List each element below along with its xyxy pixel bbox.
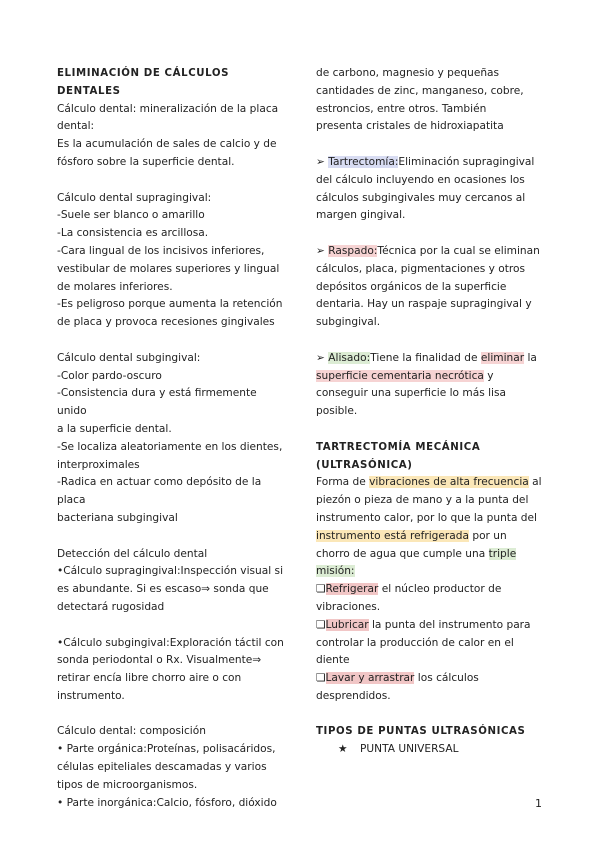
mec-line-2: piezón o pieza de mano y a la punta del: [316, 494, 529, 507]
alis-line: [316, 350, 542, 368]
supra-line-1: -La consistencia es arcillosa.: [57, 227, 209, 240]
det-title: Detección del cálculo dental: [57, 547, 208, 560]
det2-line-2: retirar encía libre chorro aire o con: [57, 672, 242, 685]
arrow-icon: ➢: [316, 244, 325, 257]
page-number: 1: [535, 797, 542, 810]
section-title-eliminacion-2: DENTALES: [57, 85, 121, 97]
supra-line-2: -Cara lingual de los incisivos inferiores,: [57, 244, 265, 257]
mec1-hl: vibraciones de alta frecuencia: [369, 476, 529, 489]
sub-line-5: -Radica en actuar como depósito de la placa: [57, 476, 262, 507]
cont-line-3: presenta cristales de hidroxiapatita: [316, 120, 504, 133]
alisado-end-2: y: [483, 369, 494, 382]
det2-line-3: instrumento.: [57, 689, 125, 702]
mec-line-1: [316, 474, 542, 492]
mec-line-4: [316, 528, 542, 546]
alisado-hl: eliminar: [480, 351, 525, 364]
section-title-mecanica: TARTRECTOMÍA MECÁNICA: [316, 441, 481, 453]
comp-title: Cálculo dental: composición: [57, 725, 206, 738]
arrow-icon: ➢: [316, 155, 325, 168]
det2-line-0: •Cálculo subgingival:Exploración táctil con: [57, 636, 284, 649]
supra-line-4: de molares inferiores.: [57, 280, 173, 293]
tart-line-1: cálculos subgingivales muy cercanos al: [316, 191, 526, 204]
tart-line-2: margen gingival.: [316, 209, 406, 222]
mec-line-3: instrumento calor, por lo que la punta del: [316, 511, 537, 524]
m1-hl: Refrigerar: [325, 583, 379, 596]
sub-title: Cálculo dental subgingival:: [57, 351, 201, 364]
mec-line-5: [316, 546, 542, 564]
alisado-hl-2: superficie cementaria necrótica: [316, 369, 484, 382]
p1-line-2: Es la acumulación de sales de calcio y de: [57, 138, 277, 151]
right-column: [316, 65, 542, 759]
supra-title: Cálculo dental supragingival:: [57, 191, 212, 204]
mec5-a: chorro de agua que cumple una: [316, 547, 489, 560]
alis-line-3: conseguir una superficie lo más lisa posible.: [316, 387, 506, 418]
mision-2-d: diente: [316, 654, 350, 667]
checkbox-icon: ❏: [316, 583, 326, 596]
tipo-label: PUNTA UNIVERSAL: [360, 743, 459, 756]
cont-line-0: de carbono, magnesio y pequeñas: [316, 67, 500, 79]
mec1-a: Forma de: [316, 476, 370, 489]
p1-line-0: Cálculo dental: mineralización de la placa: [57, 102, 279, 115]
p1-line-1: dental:: [57, 120, 95, 133]
checkbox-icon: ❏: [316, 672, 326, 685]
cont-line-2: estroncios, entre otros. También: [316, 102, 487, 115]
mec1-b: al: [528, 476, 542, 489]
arrow-icon: ➢: [316, 351, 325, 364]
comp-line-3: • Parte inorgánica:Calcio, fósforo, dióxido: [57, 796, 277, 809]
section-title-tipos: TIPOS DE PUNTAS ULTRASÓNICAS: [316, 726, 526, 738]
mision-2: [316, 617, 542, 635]
p1-line-3: fósforo sobre la superficie dental.: [57, 155, 235, 168]
sub-line-3: -Se localiza aleatoriamente en los dientes,: [57, 440, 283, 453]
star-icon: ★: [338, 743, 348, 756]
mision-1-c: vibraciones.: [316, 600, 381, 613]
mision-3-c: desprendidos.: [316, 689, 391, 702]
raspado-term: Raspado:: [328, 244, 378, 257]
mec6-hl: misión:: [316, 565, 355, 578]
sub-line-4: interproximales: [57, 458, 140, 471]
rasp-line-3: subgingival.: [316, 316, 381, 329]
det1-line-2: detectará rugosidad: [57, 600, 165, 613]
m3-hl: Lavar y arrastrar: [325, 672, 415, 685]
tartrectomia-def: Eliminación supragingival: [398, 155, 535, 168]
rasp-line-2: dentaria. Hay un raspaje supragingival y: [316, 298, 532, 311]
rasp-line-0: cálculos, placa, pigmentaciones y otros: [316, 262, 526, 275]
det1-line-0: •Cálculo supragingival:Inspección visual si: [57, 565, 284, 578]
supra-line-6: de placa y provoca recesiones gingivales: [57, 316, 275, 329]
mec4-hl: instrumento está refrigerada: [316, 529, 469, 542]
m2-b: la punta del instrumento para: [368, 618, 531, 631]
mec-line-6: [316, 563, 542, 581]
supra-line-3: vestibular de molares superiores y lingual: [57, 262, 280, 275]
comp-line-0: • Parte orgánica:Proteínas, polisacáridos,: [57, 743, 276, 756]
cont-line-1: cantidades de zinc, manganeso, cobre,: [316, 84, 524, 97]
m3-b: los cálculos: [414, 672, 479, 685]
rasp-line-1: depósitos orgánicos de la superficie: [316, 280, 507, 293]
det2-line-1: sonda periodontal o Rx. Visualmente⇒: [57, 654, 262, 667]
sub-line-0: -Color pardo-oscuro: [57, 369, 162, 382]
sub-line-6: bacteriana subgingival: [57, 511, 178, 524]
left-column: [57, 65, 289, 812]
supra-line-0: -Suele ser blanco o amarillo: [57, 209, 205, 222]
mec4-b: por un: [468, 529, 507, 542]
m2-hl: Lubricar: [325, 618, 369, 631]
supra-line-5: -Es peligroso porque aumenta la retención: [57, 298, 283, 311]
alis-line-2: [316, 368, 542, 386]
raspado-def: Técnica por la cual se eliminan: [377, 244, 540, 257]
det1-line-1: es abundante. Si es escaso⇒ sonda que: [57, 583, 269, 596]
rasp-line: [316, 243, 542, 261]
tart-line: [316, 154, 542, 172]
alisado-end: la: [524, 351, 537, 364]
mision-1: [316, 581, 542, 599]
mec5-hl: triple: [488, 547, 517, 560]
comp-line-2: tipos de microorganismos.: [57, 778, 198, 791]
alisado-term: Alisado:: [328, 351, 371, 364]
tipo-item-1: [316, 741, 542, 759]
mision-2-c: controlar la producción de calor en el: [316, 636, 514, 649]
checkbox-icon: ❏: [316, 618, 326, 631]
m1-b: el núcleo productor de: [378, 583, 502, 596]
alisado-def: Tiene la finalidad de: [370, 351, 481, 364]
mision-3: [316, 670, 542, 688]
sub-line-2: a la superficie dental.: [57, 422, 172, 435]
section-title-mecanica-2: (ULTRASÓNICA): [316, 459, 413, 471]
sub-line-1: -Consistencia dura y está firmemente unido: [57, 387, 257, 418]
tartrectomia-term: Tartrectomía:: [328, 155, 399, 168]
section-title-eliminacion: ELIMINACIÓN DE CÁLCULOS: [57, 68, 230, 79]
comp-line-1: células epiteliales descamadas y varios: [57, 761, 267, 774]
tart-line-0: del cálculo incluyendo en ocasiones los: [316, 173, 525, 186]
